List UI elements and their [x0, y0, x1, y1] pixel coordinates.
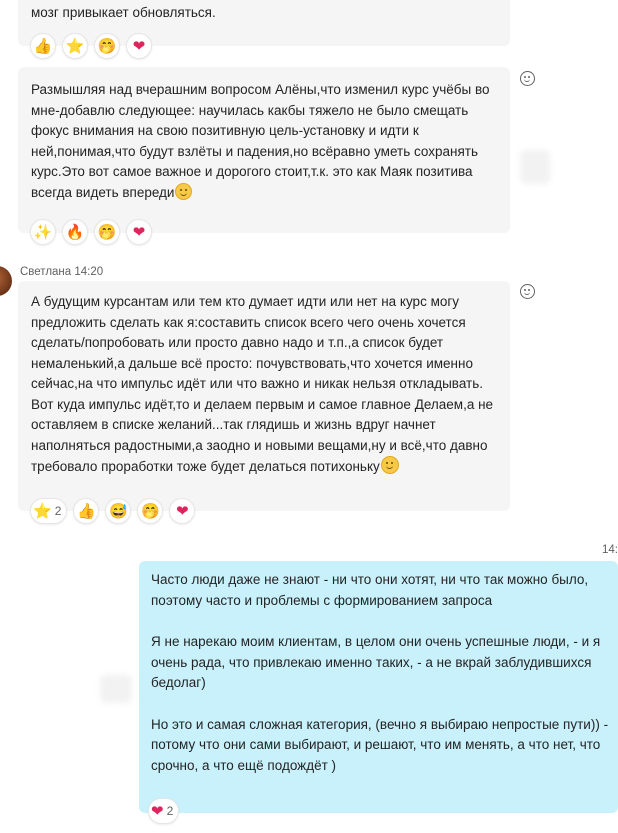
- message-3-line: предложить сделать как я:составить список всего чего очень хочется: [31, 314, 466, 330]
- heart-icon: ❤: [176, 503, 189, 520]
- reaction-sparkles[interactable]: [30, 219, 56, 245]
- message-4-text: [151, 570, 608, 776]
- star-icon: ⭐: [33, 503, 52, 520]
- message-3-line: Вот куда импульс идёт,то и делаем первым и самое главное Делаем,а не: [31, 396, 494, 412]
- reaction-fire[interactable]: [62, 219, 88, 245]
- message-4-blank: [151, 611, 608, 632]
- grinning-sweat-icon: 😅: [109, 503, 128, 520]
- reaction-laughing[interactable]: [94, 33, 120, 59]
- message-2-reactions: [30, 219, 152, 245]
- fire-icon: 🔥: [65, 224, 85, 241]
- message-3-line: оставляем в списке желаний...так глядишь и жизнь вдруг начнет: [31, 417, 436, 432]
- message-2-line: ней,понимая,что будут взлёты и падения,но всёравно уметь сохранять: [31, 143, 478, 159]
- reaction-star[interactable]: [62, 33, 88, 59]
- message-2-line: Размышляя над вчерашним вопросом Алёны,что изменил курс учёбы во: [31, 82, 490, 97]
- message-2-line-last: [31, 183, 489, 204]
- reaction-star[interactable]: [30, 498, 67, 524]
- message-3-line-last: [31, 456, 493, 477]
- message-4-line: потому что они сами выбирают, и решают, что им менять, а что нет, что: [151, 737, 601, 752]
- message-3-line: сейчас,на что импульс идёт или что важно и никак нельзя откладывать.: [31, 376, 483, 391]
- star-icon: ⭐: [65, 38, 85, 55]
- avatar[interactable]: [0, 266, 12, 296]
- message-4-line: срочно, а что ещё подождёт ): [151, 757, 337, 773]
- smile-emoji-icon: [175, 183, 192, 200]
- message-2-line: мне-добавлю следующее: научилась какбы тяжело не было смещать: [31, 102, 469, 118]
- message-2-line: курс.Это вот самое важное и дорогого стоит,т.к. это как Маяк позитива: [31, 164, 473, 179]
- add-reaction-icon[interactable]: [520, 71, 535, 86]
- message-3-reactions: [30, 498, 195, 524]
- blurred-area: [100, 675, 132, 703]
- message-3-line: наполняться радостными,а заодно и новыми вещами,ну и всё,что давно: [31, 437, 488, 453]
- sender-info: [20, 266, 103, 278]
- reaction-heart[interactable]: [169, 498, 195, 524]
- message-4-line: поэтому часто и проблемы с формированием запроса: [151, 592, 493, 608]
- laughing-icon: 🤭: [97, 38, 117, 55]
- blurred-avatar: [520, 150, 550, 184]
- laughing-icon: 🤭: [141, 503, 160, 520]
- message-3-line: немаленький,а дальше всё просто: почувствовать,что хочется именно: [31, 355, 473, 371]
- message-2-line: всегда видеть впереди: [31, 184, 175, 200]
- thumbs-up-icon: 👍: [77, 503, 96, 520]
- message-2-line: фокус внимания на свою позитивную цель-установку и идти к: [31, 123, 419, 138]
- message-4-blank: [151, 694, 608, 715]
- sender-name: Светлана: [20, 266, 72, 278]
- reaction-heart[interactable]: [148, 798, 179, 824]
- heart-icon: ❤: [132, 38, 146, 55]
- message-3-line: А будущим курсантам или тем кто думает идти или нет на курс могу: [31, 294, 460, 309]
- reaction-count: 2: [166, 804, 174, 818]
- message-1-text: [31, 3, 216, 24]
- reaction-laughing[interactable]: [94, 219, 120, 245]
- message-4-line: очень рада, что привлекаю именно таких, - а не вкрай заблудившихся: [151, 654, 592, 670]
- message-4-line: Но это и самая сложная категория, (вечно я выбираю непростые пути)) -: [151, 716, 609, 732]
- message-4-line: бедолаг): [151, 675, 206, 690]
- message-4-reactions: [148, 798, 179, 824]
- smile-emoji-icon: [381, 456, 399, 474]
- sparkles-icon: ✨: [33, 224, 53, 241]
- message-4-line: Я не нарекаю моим клиентам, в целом они очень успешные люди, - и я: [151, 634, 601, 649]
- message-4-line: Часто люди даже не знают - ни что они хотят, ни что так можно было,: [151, 572, 589, 587]
- reaction-thumbs-up[interactable]: [30, 33, 56, 59]
- message-1-line: мозг привыкает обновляться.: [31, 5, 216, 20]
- message-3-line: требовало проработки тоже будет делаться потихоньку: [31, 459, 380, 474]
- reaction-heart[interactable]: [126, 33, 152, 59]
- add-reaction-icon[interactable]: [520, 284, 535, 299]
- reaction-grinning-sweat[interactable]: [105, 498, 131, 524]
- message-3-line: сделать/попробовать или просто давно надо и т.п.,а список будет: [31, 335, 444, 350]
- reaction-laughing[interactable]: [137, 498, 163, 524]
- reaction-heart[interactable]: [126, 219, 152, 245]
- message-2-text: [31, 80, 489, 203]
- reaction-count: 2: [54, 504, 62, 518]
- heart-icon: ❤: [151, 803, 164, 820]
- message-1-reactions: [30, 33, 152, 59]
- reaction-thumbs-up[interactable]: [73, 498, 99, 524]
- thumbs-up-icon: 👍: [33, 38, 53, 55]
- message-3-text: [31, 292, 493, 477]
- message-time: 14:20: [74, 266, 104, 278]
- laughing-icon: 🤭: [97, 224, 117, 241]
- message-time: 14:: [602, 544, 618, 556]
- heart-icon: ❤: [132, 224, 146, 241]
